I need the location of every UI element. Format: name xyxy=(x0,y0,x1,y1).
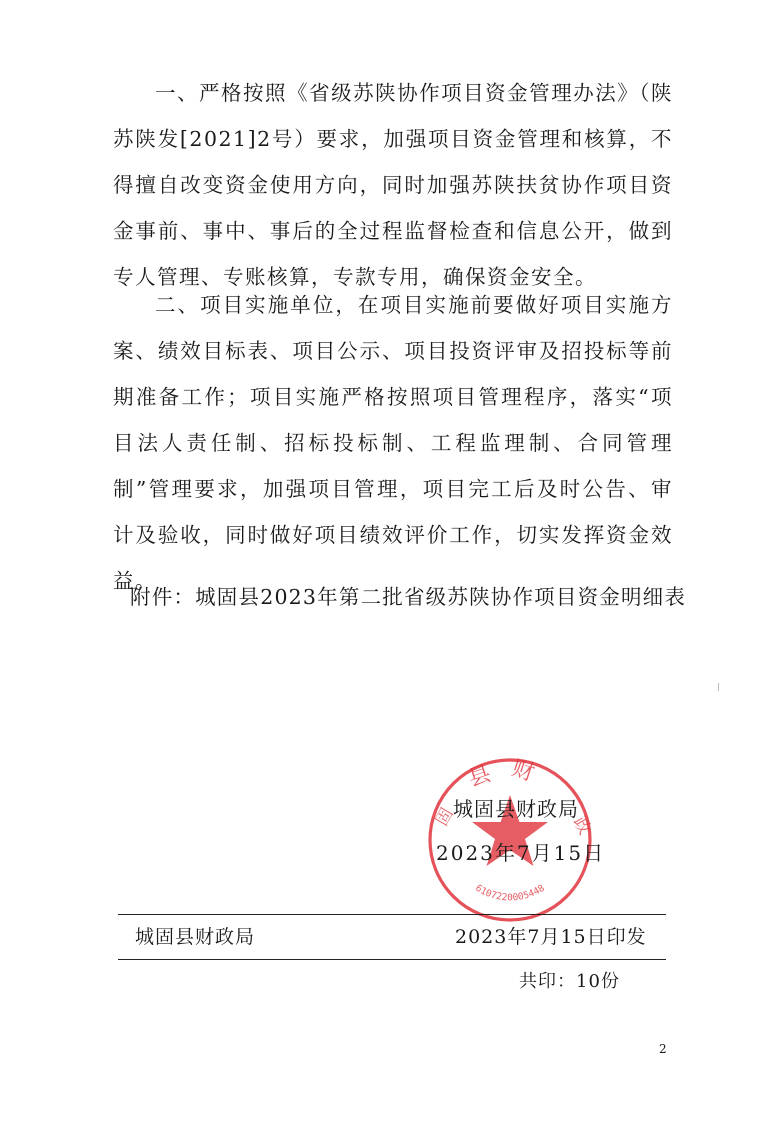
scan-mark xyxy=(718,683,719,691)
signature-org: 城固县财政局 xyxy=(453,797,579,821)
seal-right-char: 政 xyxy=(568,813,595,839)
footer-issue-date: 2023年7月15日印发 xyxy=(455,926,647,948)
seal-code: 6107220005448 xyxy=(473,882,547,904)
footer-divider-bottom xyxy=(118,959,666,960)
footer-issuing-org: 城固县财政局 xyxy=(135,926,256,948)
footer-divider-top xyxy=(118,914,666,915)
signature-date: 2023年7月15日 xyxy=(436,841,606,865)
page-number: 2 xyxy=(659,1042,667,1056)
body-paragraph-1: 一、严格按照《省级苏陕协作项目资金管理办法》（陕苏陕发[2021]2号）要求，加强项目资金管理和核算，不得擅自改变资金使用方向，同时加强苏陕扶贫协作项目资金事前、事中、事后的全过程监督检查和信息公开，做到专人管理、专账核算，专款专用，确保资金安全。 xyxy=(113,81,673,289)
seal-top-text: 县财 xyxy=(465,755,555,793)
body-paragraph-2: 二、项目实施单位，在项目实施前要做好项目实施方案、绩效目标表、项目公示、项目投资评审及招投标等前期准备工作；项目实施严格按照项目管理程序，落实“项目法人责任制、招标投标制、工程监理制、合同管理制”管理要求，加强项目管理，项目完工后及时公告、审计及验收，同时做好项目绩效评价工作，切实发挥资金效益。 xyxy=(113,293,673,593)
seal-left-char: 固 xyxy=(432,804,458,830)
attachment-line: 附件：城固县2023年第二批省级苏陕协作项目资金明细表 xyxy=(130,585,687,609)
print-copies: 共印：10份 xyxy=(519,971,620,992)
